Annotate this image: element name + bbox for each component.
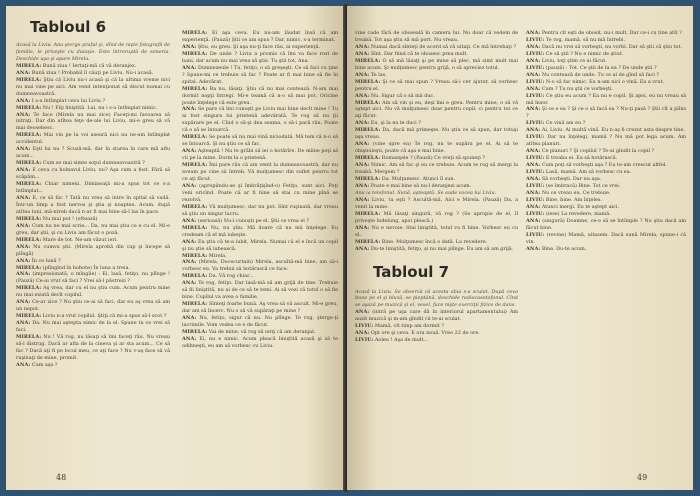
speaker-name: ANA:: [182, 259, 197, 266]
line-text: Se pare că îmi cunoşti pe Liviu mai bine decît mine ! Tu ai fost singura lui prietenă adevărată. Te rog să nu ţii supărare pe el. Cînd o să-şi dea seama, o să-i pară rău. Poate că o să se întoarcă.: [182, 106, 338, 134]
dialogue-line: [16, 132, 170, 146]
speaker-name: LIVIU:: [526, 134, 545, 141]
line-text: vine cade fără de oboseală în camera lui. Nu doar că vedem de treabă. Tot aşa ştiu să mă port. Nu vreau.: [355, 30, 518, 43]
dialogue-line: [16, 77, 170, 98]
dialogue-line: [526, 197, 686, 204]
speaker-name: ANA:: [355, 330, 370, 337]
dialogue-line: [182, 86, 338, 107]
speaker-name: ANA:: [182, 106, 197, 113]
line-text: Nu ! Vă rog, nu lăsaţi să îmi faceţi rău. Nu vreau să-l distrug. Dacă ar afla de la cineva şi ar sta acum... Ce să fac ? Dacă aţi fi pe locul meu, ce aţi face ? Nu v-aş face să vă ruşinaţi de mine, promit.: [16, 334, 170, 361]
line-text: N-o să fac nimic. Eu n-am nici o vină. Ea a vrut.: [545, 78, 665, 85]
dialogue-line: [16, 244, 170, 258]
dialogue-line: [16, 63, 170, 70]
line-text: Da, dacă mă primeşte. Nu ştiu ce să spun, dar totuşi aşa vreau.: [355, 127, 518, 141]
dialogue-line: [526, 37, 686, 44]
speaker-name: LIVIU:: [355, 337, 374, 344]
dialogue-line: [526, 218, 686, 232]
left-column-2: [182, 30, 338, 350]
speaker-name: MIRELA:: [355, 99, 381, 106]
dialogue-line: [355, 330, 518, 337]
line-text: Numai dacă sînteţi de acord să vă uitaţi. Ce mă întrebaţi ?: [370, 43, 516, 50]
dialogue-line: [16, 320, 170, 334]
speaker-name: LIVIU:: [355, 323, 374, 330]
speaker-name: ANA:: [526, 203, 541, 210]
speaker-name: ANA:: [16, 194, 31, 201]
speaker-name: MIRELA:: [16, 313, 42, 320]
speaker-name: ANA:: [526, 30, 541, 36]
speaker-name: ANA:: [16, 146, 31, 153]
dialogue-line: [526, 211, 686, 218]
dialogue-line: [526, 190, 686, 197]
line-text: Vai de mine, vă rog să ierţi că am deranjat.: [208, 328, 316, 335]
dialogue-line: [182, 225, 338, 239]
dialogue-line: [182, 259, 338, 273]
dialogue-line: [16, 181, 170, 195]
dialogue-line: [16, 271, 170, 285]
dialogue-line: [182, 51, 338, 65]
line-text: Ce ştiu eu acum ? Ea nu e copil. Şi apoi, eu nu vreau să mă însor.: [526, 92, 686, 106]
dialogue-line: [355, 225, 518, 239]
speaker-name: MIRELA:: [182, 203, 208, 210]
dialogue-line: [16, 105, 170, 112]
dialogue-line: [16, 334, 170, 362]
speaker-name: MIRELA:: [16, 264, 42, 271]
line-text: Liviu, toţi ştim ce ai făcut.: [541, 57, 607, 64]
line-text: Şi ce e ea ? Şi ce o să facă ea ? Nu-ţi pasă ? Ştii cît a plîns ?: [526, 106, 686, 120]
speaker-name: ANA:: [182, 335, 197, 342]
dialogue-line: [526, 93, 686, 107]
dialogue-line: [526, 183, 686, 190]
dialogue-line: [355, 79, 518, 93]
speaker-name: MIRELA:: [182, 273, 208, 280]
line-text: Mai vin pe la voi aseară nici nu ne-am întîmplat accidentul.: [16, 132, 170, 146]
dialogue-list: [182, 30, 338, 350]
speaker-name: ANA:: [355, 162, 370, 169]
speaker-name: ANA:: [526, 189, 541, 196]
dialogue-list: [355, 289, 518, 345]
dialogue-line: [355, 72, 518, 79]
dialogue-line: [355, 127, 518, 141]
line-text: Poate e mai bine să nu-l deranjezi acum.: [370, 182, 472, 189]
dialogue-line: [182, 336, 338, 350]
dialogue-line: [526, 204, 686, 211]
line-text: Ce planuri ? Şi copilul ? Te-ai gîndit la copil ?: [541, 148, 655, 155]
speaker-name: MIRELA:: [182, 134, 208, 141]
line-text: E, ce să fac ? Tată nu vrea să intre în spital să vadă. Într-un timp a fost nervos şi ştia şi noaptea. Acum, după atîtea luni, mă-ntreb dacă n-ar fi mai bine să-l las în pace.: [16, 194, 170, 215]
line-text: (serioasă) Nu-i cunoşti pe el. Ştii ce vrea el ?: [197, 217, 310, 224]
line-text: Nu. Sigur că o să mă duc.: [370, 92, 435, 99]
speaker-name: ANA:: [355, 43, 370, 50]
dialogue-line: [182, 148, 338, 162]
line-text: I s-a întîmplat ceva lui Liviu ?: [31, 97, 106, 104]
line-text: Eu, şi la ea te duci ?: [370, 120, 421, 127]
line-text: (iese) La revedere, mamă.: [545, 210, 611, 217]
stage-direction: Ana ia telefonul. Sună, aşteaptă. Se aude vocea lui Liviu.: [355, 189, 497, 196]
line-text: (vine spre ea) Te rog, nu te supăra pe el. Ai să te obişnuieşti, poate că aşa e mai bine.: [355, 141, 518, 155]
line-text: Cum se mai simte soţul dumneavoastră ?: [42, 160, 145, 167]
dialogue-line: [526, 106, 686, 120]
line-text: Mirela.: [208, 252, 227, 259]
line-text: Nu contează de unde. Tu ce ai de gînd să faci ?: [541, 71, 659, 78]
line-text: Ştiu, eu greu. Şi aşa nu-ţi face rău, ai experienţă.: [197, 43, 321, 50]
line-text: Bine. Mulţumesc încă o dată. La revedere.: [381, 238, 488, 245]
dialogue-line: [16, 223, 170, 237]
speaker-name: ANA:: [16, 69, 31, 76]
speaker-name: ANA:: [16, 320, 31, 327]
dialogue-line: [182, 162, 338, 183]
speaker-name: MIRELA:: [16, 132, 42, 139]
dialogue-line: [355, 141, 518, 155]
speaker-name: MIRELA:: [182, 162, 208, 169]
dialogue-line: [526, 169, 686, 176]
speaker-name: MIRELA:: [355, 127, 381, 134]
line-text: (Mirela, Docecurtain) Mirela, ascultă-mă bine, am să-i vorbesc eu. Va trebui să hotărască ce face.: [182, 259, 338, 273]
speaker-name: ANA:: [355, 182, 370, 189]
speaker-name: ANA:: [355, 71, 370, 78]
line-text: Opt ore şi ceva. E ora nouă. Vreo 22 de ore.: [370, 330, 480, 337]
speaker-name: ANA:: [16, 257, 31, 264]
speaker-name: MIRELA:: [16, 160, 42, 167]
dialogue-line: [182, 44, 338, 51]
dialogue-line: [355, 337, 518, 344]
speaker-name: MIRELA:: [16, 285, 42, 292]
line-text: (se îmbracă) Bine. Tot ce vrei.: [545, 182, 621, 189]
speaker-name: MIRELA:: [182, 50, 208, 57]
speaker-name: MIRELA:: [16, 181, 42, 188]
dialogue-line: [355, 100, 518, 121]
line-text: Nu ce vreau eu. Ce trebuie.: [541, 189, 611, 196]
line-text: (revine) Mamă, uitasem. Dacă sună Mirela, spune-i că vin.: [526, 231, 686, 245]
line-text: Dacă nu vrei să vorbeşti, nu vorbi. Dar să ştii că ştiu tot.: [541, 43, 682, 50]
dialogue-line: [526, 86, 686, 93]
dialogue-line: [182, 280, 338, 301]
speaker-name: ANA:: [355, 309, 370, 316]
line-text: Nu, nu ştiu. Mă doare că nu mă înţelege. Eu credeam că el mă iubeşte.: [182, 224, 338, 238]
speaker-name: MIRELA:: [355, 155, 381, 162]
dialogue-line: [182, 106, 338, 134]
line-text: (plîngînd în hohote) În luna a treia.: [42, 264, 131, 271]
line-text: Ce să ştii ? Nu e nimic de ştiut.: [545, 50, 624, 57]
speaker-name: ANA:: [182, 280, 197, 287]
speaker-name: ANA:: [182, 182, 197, 189]
dialogue-line: [16, 285, 170, 299]
speaker-name: ANA:: [526, 71, 541, 78]
speaker-name: ANA:: [355, 196, 370, 203]
speaker-name: ANA:: [16, 222, 31, 229]
speaker-name: ANA:: [526, 127, 541, 134]
speaker-name: ANA:: [355, 120, 370, 127]
line-text: Nu mai pot ! (oftează): [42, 215, 98, 222]
dialogue-line: [182, 329, 338, 336]
speaker-name: ANA:: [526, 148, 541, 155]
line-text: Mă lăsaţi singură, vă rog ? (Se apropie de el, îl priveşte îndelung, apoi pleacă.): [355, 210, 519, 224]
dialogue-list: [16, 42, 170, 369]
line-text: De unde ? Liviu a promis că îmi va face rost de bani, dar acum nu mai vrea să ştie. Tu ştii tot, Ana.: [182, 50, 338, 64]
speaker-name: LIVIU:: [526, 50, 545, 57]
speaker-name: ANA:: [16, 361, 31, 368]
speaker-name: MIRELA:: [16, 334, 42, 341]
line-text: Ei aşa ceva. Eu nu-am lăudat însă că am experienţă. (Pauză) Ştii ce am spus ? Dar, nimic, s-a terminat.: [182, 30, 338, 43]
dialogue-line: [182, 65, 338, 86]
speaker-name: MIRELA:: [182, 30, 208, 36]
line-text: E treaba ei. Ea să hotărască.: [545, 155, 618, 162]
dialogue-line: [16, 112, 170, 133]
speaker-name: ANA:: [526, 217, 541, 224]
left-page: [6, 6, 345, 490]
speaker-name: MIRELA:: [182, 328, 208, 335]
dialogue-line: [355, 176, 518, 183]
dialogue-line: [355, 197, 518, 211]
speaker-name: ANA:: [526, 106, 541, 113]
dialogue-line: [16, 362, 170, 369]
dialogue-line: [16, 70, 170, 77]
line-text: Nu e nevoie. Stai liniştită, totul va fi bine. Vorbesc eu cu el.: [355, 224, 518, 238]
line-text: Cum ? Tu nu ştii ce vorbeşti.: [541, 85, 613, 92]
line-text: Bine, bine. Am înţeles.: [545, 196, 602, 203]
dialogue-line: [526, 246, 686, 253]
speaker-name: MIRELA:: [16, 76, 42, 83]
line-text: Da. Nu mai aştepta nimic de la el. Spune tu ce vrei să faci.: [16, 320, 170, 334]
line-text: Te rog, mamă, să nu mă întrebi.: [545, 36, 626, 43]
page-number-left: 48: [56, 473, 67, 482]
speaker-name: ANA:: [355, 224, 370, 231]
line-text: Te rog, fetiţo. Dar lasă-mă să am grijă de tine. Trebuie să fii liniştită, nu ai de ce să te temi. Ai să vezi că totul o să fie bine. Copilul va avea o familie.: [182, 280, 338, 301]
page-number-right: 49: [637, 473, 648, 482]
right-column-2: [526, 30, 686, 253]
line-text: Nu ! Fiţi liniştită. Lui, nu i s-a întîmplat nimic.: [42, 104, 158, 111]
speaker-name: MIRELA:: [182, 301, 208, 308]
speaker-name: ANA:: [355, 50, 370, 57]
line-text: Nu, fetiţo, sigur că nu. Nu plînge. Te rog, şterge-ţi lacrimile. Vom vedea ce e de făcut.: [182, 315, 338, 329]
speaker-name: MIRELA:: [355, 238, 381, 245]
line-text: (impresionată, o mîngîie) : Ei, lasă, fetiţo, nu plînge ! (Pauză) Ce-ai vrut să faci ? Vrei să-l păstrezi ?: [16, 271, 170, 285]
speaker-name: ANA:: [16, 167, 31, 174]
right-page: [347, 6, 693, 490]
speaker-name: MIRELA:: [355, 176, 381, 183]
dialogue-line: [16, 98, 170, 105]
line-text: Ştiu că Liviu nu-i acasă şi că la ultima vreme nici nu mai vine pe aici. Am venit intenţionat să discut numai cu dumneavoastră.: [16, 76, 170, 97]
speaker-name: LIVIU:: [526, 64, 545, 71]
speaker-name: ANA:: [16, 243, 31, 250]
speaker-name: LIVIU:: [526, 120, 545, 127]
line-text: Da. Vă rog chiar...: [208, 273, 254, 280]
line-text: Ce-ar zice ? Nu ştiu ce-ai să faci, dar eu aş vrea să am un nepot.: [16, 299, 170, 313]
speaker-name: ANA:: [526, 43, 541, 50]
line-text: Chiar nimeni. Dimineaţă mi-a spus tot ce s-a întîmplat...: [16, 181, 170, 195]
line-text: Pentru cît eşti de obosit, nu-i mult. Dar ce-i cu tine atît ?: [541, 30, 682, 36]
dialogue-line: [182, 134, 338, 148]
speaker-name: MIRELA:: [16, 215, 42, 222]
dialogue-line: [526, 44, 686, 51]
dialogue-line: [526, 30, 686, 37]
speaker-name: ANA:: [182, 315, 197, 322]
dialogue-line: [355, 44, 518, 51]
speaker-name: LIVIU:: [526, 78, 545, 85]
line-text: Şi ce să mai spun ? Vreau să-i cer ajutor, să vorbesc pentru el.: [355, 78, 518, 92]
left-column-1: [16, 18, 170, 369]
tablou-7-title: Tabloul 7: [373, 262, 450, 281]
line-text: Sînteţi foarte bună. Aş vrea să vă ascult. Mi-e greu, dar am să încerc. Nu o să vă supăraţi pe mine ?: [182, 301, 339, 315]
line-text: Eşti ba nu ? Scuză-mă, dar în starea în care mă aflu acum...: [16, 146, 170, 160]
stage-direction: Acasă la Liviu. Se observă că acesta abia s-a sculat. După ceva bune pe el şi bluză, se pieptănă, deschide radiocasetofonul. Cînd se aşază pe muzică şi el, vesel, face nişte exerciţii fizice de dans.: [355, 288, 518, 309]
speaker-name: MIRELA:: [182, 85, 208, 92]
line-text: Te face (Mirela nu mai zice) Faceţi-mi favoarea să intraţi. Dar din atîtea feţe de-ale lui Liviu, mi-e greu să vă mai deosebesc.: [16, 111, 170, 132]
dialogue-line: [355, 211, 518, 225]
line-text: Du-te liniştită, fetiţo, şi nu mai plînge. Eu am să am grijă.: [370, 245, 514, 252]
speaker-name: LIVIU:: [526, 155, 545, 162]
dialogue-line: [182, 301, 338, 315]
dialogue-list: [355, 30, 518, 253]
line-text: Liviu, tu eşti ? Ascultă-mă. Aici e Mirela. (Pauză) Da, a venit la mine.: [355, 196, 518, 210]
speaker-name: LIVIU:: [526, 182, 545, 189]
line-text: Dar nu înţelegi, mamă ? Nu mă pot lega acum. Am atîtea planuri.: [526, 134, 686, 148]
line-text: Da. Mulţumesc. Atunci îl sun.: [381, 176, 456, 183]
speaker-name: ANA:: [16, 299, 31, 306]
line-text: (apropiindu-se şi îmbrăţişînd-o) Fetiţo, sunt aici. Poţi veni oricînd. Poate că ar fi bine să stai cu mine pînă se rezolvă.: [182, 182, 338, 203]
line-text: Cum poţi să vorbeşti aşa ? Eu te-am crescut altfel.: [541, 162, 667, 169]
line-text: Bine. Du-te acum.: [541, 245, 587, 252]
speaker-name: ANA:: [182, 217, 197, 224]
speaker-name: LIVIU:: [526, 196, 545, 203]
speaker-name: LIVIU:: [526, 36, 545, 43]
line-text: Ei, nu e nimic. Acum pleacă liniştită acasă şi să te odihneşti, eu am să vorbesc cu Liviu.: [182, 335, 338, 349]
line-text: Aoleu ! Aşa de mult...: [374, 337, 429, 344]
line-text: Cum aşa ?: [31, 361, 58, 368]
line-text: Nimic. Am să fac şi eu ce trebuie. Acum te rog să mergi la treabă. Mergem ?: [355, 162, 518, 176]
dialogue-line: [355, 30, 518, 44]
dialogue-line: [16, 195, 170, 216]
speaker-name: ANA:: [355, 92, 370, 99]
speaker-name: ANA:: [355, 141, 370, 148]
line-text: Atunci mergi. Eu te aştept aici.: [541, 203, 620, 210]
line-text: Bună ziua ! Probabil îl căuţi pe Liviu. Nu-i acasă.: [31, 69, 154, 76]
speaker-name: LIVIU:: [526, 210, 545, 217]
right-column-1: [355, 30, 518, 344]
dialogue-line: [355, 58, 518, 72]
dialogue-line: [526, 51, 686, 58]
dialogue-line: [16, 146, 170, 160]
dialogue-line: [526, 72, 686, 79]
line-text: Te las.: [370, 71, 387, 78]
dialogue-line: [16, 258, 170, 265]
line-text: (pauză) : Tot. Ce ştii de la ea ? De unde ştii ?: [545, 64, 657, 71]
line-text: Cum nu ne mai scrie... Da, nu mai ştiu ce e cu el. Mi-e greu, dar ştii, şi cu Liviu am făcut o poză.: [16, 222, 170, 236]
line-text: Nu cumva ştii. (Mirela aprobă din cap şi începe să plîngă): [16, 243, 170, 257]
speaker-name: ANA:: [16, 271, 31, 278]
line-text: Eu ştiu că te-a iubit, Mirela. Numai că el e încă un copil şi nu ştie să iubească.: [182, 238, 338, 252]
speaker-name: ANA:: [182, 43, 197, 50]
line-text: Îmi pare rău că am venit la dumneavoastră, dar nu aveam pe cine să întreb. Vă mulţumesc din suflet pentru tot ce aţi făcut.: [182, 162, 338, 183]
line-text: Mamă, cît timp am dormit ?: [374, 323, 445, 330]
speaker-name: LIVIU:: [526, 92, 545, 99]
speaker-name: ANA:: [526, 85, 541, 92]
line-text: În ce lună ?: [31, 257, 61, 264]
dialogue-line: [526, 79, 686, 86]
dialogue-line: [526, 232, 686, 246]
speaker-name: ANA:: [526, 176, 541, 183]
dialogue-line: [182, 315, 338, 329]
speaker-name: MIRELA:: [355, 78, 381, 85]
dialogue-line: [16, 237, 170, 244]
speaker-name: LIVIU:: [526, 231, 545, 238]
line-text: Să vorbeşti. Dar nu aşa.: [541, 176, 602, 183]
dialogue-line: [355, 246, 518, 253]
line-text: (intră pe uşa care dă în interiorul apartamentului) Am auzit muzică şi m-am gîndit că te-ai sculat.: [355, 309, 518, 323]
speaker-name: LIVIU:: [526, 169, 545, 176]
speaker-name: MIRELA:: [16, 236, 42, 243]
dialogue-line: [16, 299, 170, 313]
dialogue-line: [526, 176, 686, 183]
dialogue-line: [355, 162, 518, 176]
dialogue-line: [16, 216, 170, 223]
dialogue-line: [355, 51, 518, 58]
line-text: Mare de tot. Ne-am văzut ieri.: [42, 236, 118, 243]
speaker-name: MIRELA:: [16, 62, 42, 69]
dialogue-list: [526, 30, 686, 253]
line-text: Vă mulţumesc, dar nu pot. Sînt ruşinată, dar vreau să ştiu un singur lucru.: [182, 203, 338, 217]
dialogue-line: [182, 239, 338, 253]
dialogue-line: [355, 183, 518, 190]
dialogue-line: [526, 58, 686, 65]
line-text: Bună ziua ! Iertaţi-mă că vă deranjez.: [42, 62, 137, 69]
speaker-name: ANA:: [355, 245, 370, 252]
dialogue-line: [526, 65, 686, 72]
dialogue-line: [526, 134, 686, 148]
speaker-name: ANA:: [16, 111, 31, 118]
tablou-6-title: Tabloul 6: [30, 18, 107, 36]
speaker-name: ANA:: [182, 64, 197, 71]
speaker-name: ANA:: [526, 57, 541, 64]
line-text: Liviu n-a vrut copilul. Ştiţi că mi-a spus să-l scot ?: [42, 313, 167, 320]
line-text: Sînt. Dar fiind că te obosesc prea mult.: [370, 50, 468, 57]
speaker-name: ANA:: [16, 97, 31, 104]
line-text: Aş vrea, dar cu el nu ştiu cum. Acum pentru mine nu mai există decît copilul.: [16, 285, 170, 299]
line-text: Am să vin şi eu, deşi îmi e greu. Pentru mine, o să vă aştept aici. Nu vă mulţumesc doar pentru copil, ci pentru tot ce aţi făcut.: [355, 99, 518, 120]
speaker-name: ANA:: [182, 148, 197, 155]
speaker-name: MIRELA:: [355, 210, 381, 217]
dialogue-line: [182, 204, 338, 218]
line-text: Ai, Liviu. Ai multă vină. Eu n-aş fi crezut asta despre tine.: [541, 127, 685, 134]
line-text: Aşteaptă ! Nu te grăbi să iei o hotărîre. De mîine poţi să vii pe la mine. Dorm la o prietenă.: [182, 148, 338, 162]
speaker-name: MIRELA:: [182, 252, 208, 259]
dialogue-line: [182, 30, 338, 44]
line-text: (singură) Doamne, ce-o să se întîmple ? Nu ştiu dacă am făcut bine.: [526, 217, 686, 231]
line-text: Se poate să nu mai vină niciodată. Mă tem că n-o să se întoarcă. Şi nu ştiu ce să fac.: [182, 134, 338, 148]
speaker-name: ANA:: [182, 238, 197, 245]
speaker-name: MIRELA:: [182, 224, 208, 231]
speaker-name: ANA:: [526, 162, 541, 169]
line-text: Romanţele ? (Pauză) Ce vreţi să spuneţi ?: [381, 155, 485, 162]
dialogue-line: [182, 183, 338, 204]
dialogue-line: [16, 167, 170, 181]
line-text: Lasă, mamă. Am să vorbesc cu ea.: [545, 169, 632, 176]
speaker-name: MIRELA:: [16, 104, 42, 111]
speaker-name: ANA:: [526, 245, 541, 252]
line-text: O să mă lăsaţi şi pe mine să plec, mă simt mult mai bine acum. Şi mulţumesc pentru grijă, o să apreciez totul.: [355, 57, 518, 71]
line-text: Ba nu, lăsaţi. Ştiu că nu mai contează. N-am mai dormit nopţi întregi. Mi-e teamă că n-o să mai pot. Oricine poate înţelege că este greu.: [182, 85, 338, 106]
dialogue-line: [355, 239, 518, 246]
stage-direction: Acasă la Liviu. Ana şterge praful şi, dînd de nişte fotografii de familie, le priveşte cu duioşie. Este întreruptă de soneria. Deschide uşa şi apare Mirela.: [16, 42, 170, 62]
line-text: E ceva cu bolnavul Liviu, nu? Aşa cum a fost. Fără să scăpăm...: [16, 167, 170, 181]
dialogue-line: [355, 309, 518, 323]
speaker-name: MIRELA:: [355, 57, 381, 64]
dialogue-line: [182, 218, 338, 225]
dialogue-line: [355, 93, 518, 100]
line-text: Dumnezeule ! Tu, fetiţo, o să greşeşti. Ce să faci cu ţine ? Spune-mi ce trebuie să fac ? Poate ar fi mai bine să fie în spital. Adevărat.: [182, 64, 338, 85]
line-text: Ce vină am eu ?: [545, 120, 586, 127]
